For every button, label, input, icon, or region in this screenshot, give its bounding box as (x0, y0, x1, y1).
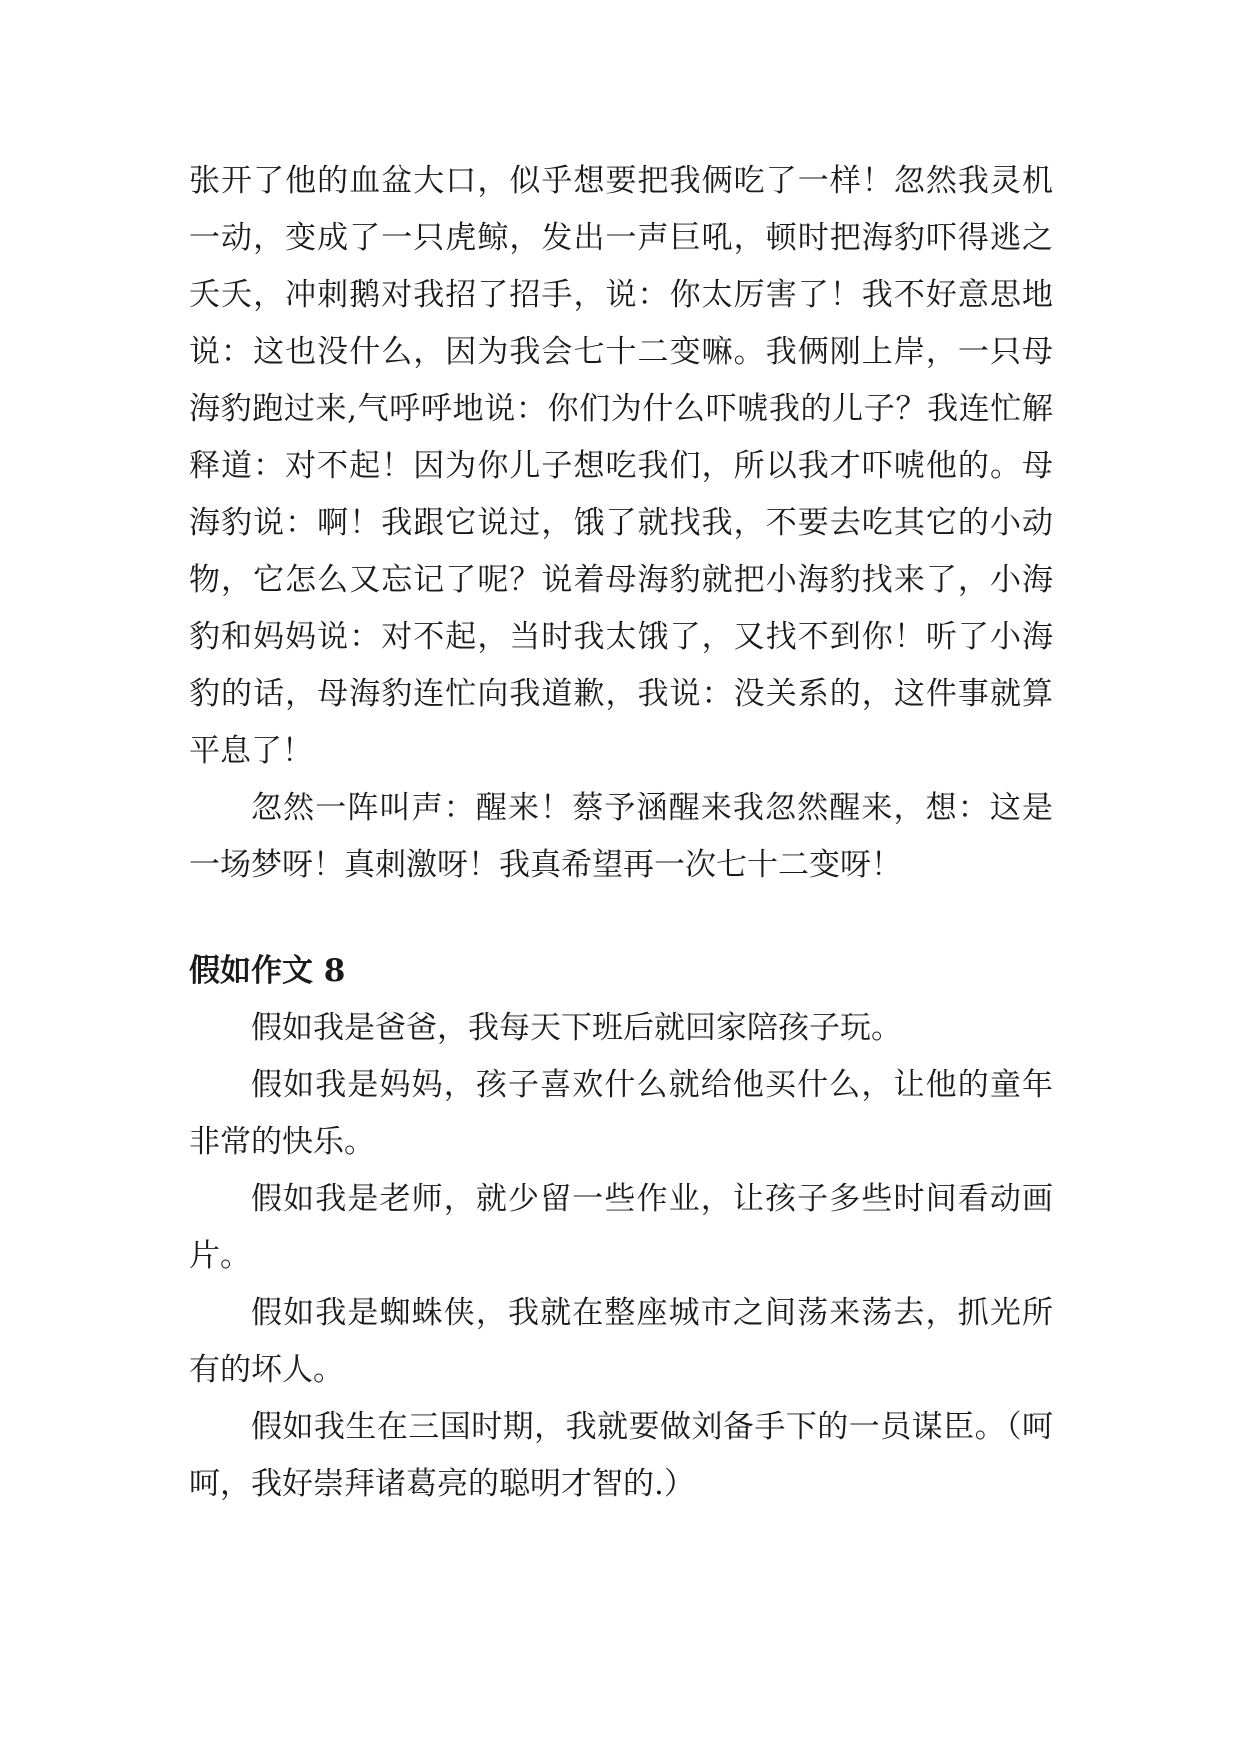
paragraph-if-spiderman: 假如我是蜘蛛侠，我就在整座城市之间荡来荡去，抓光所有的坏人。 (189, 1295, 1053, 1388)
paragraph-if-three-kingdoms: 假如我生在三国时期，我就要做刘备手下的一员谋臣。（呵呵，我好崇拜诸葛亮的聪明才智的.） (189, 1409, 1053, 1502)
paragraph-dream-ending: 忽然一阵叫声：醒来！蔡予涵醒来我忽然醒来，想：这是一场梦呀！真刺激呀！我真希望再一次七十二变呀！ (189, 790, 1053, 883)
paragraph-if-dad: 假如我是爸爸，我每天下班后就回家陪孩子玩。 (251, 1010, 902, 1046)
paragraph-if-mom: 假如我是妈妈，孩子喜欢什么就给他买什么，让他的童年非常的快乐。 (189, 1067, 1053, 1160)
paragraph-if-teacher: 假如我是老师，就少留一些作业，让孩子多些时间看动画片。 (189, 1181, 1053, 1274)
section-title: 假如作文 8 (189, 953, 346, 989)
document-body (189, 153, 1053, 1513)
paragraph-continued-story: 张开了他的血盆大口，似乎想要把我俩吃了一样！忽然我灵机一动，变成了一只虎鲸，发出一声巨吼，顿时把海豹吓得逃之夭夭，冲刺鹅对我招了招手，说：你太厉害了！我不好意思地说：这也没什么，因为我会七十二变嘛。我俩刚上岸，一只母海豹跑过来,气呼呼地说：你们为什么吓唬我的儿子？我连忙解释道：对不起！因为你儿子想吃我们，所以我才吓唬他的。母海豹说：啊！我跟它说过，饿了就找我，不要去吃其它的小动物，它怎么又忘记了呢？说着母海豹就把小海豹找来了，小海豹和妈妈说：对不起，当时我太饿了，又找不到你！听了小海豹的话，母海豹连忙向我道歉，我说：没关系的，这件事就算平息了！ (189, 163, 1053, 769)
